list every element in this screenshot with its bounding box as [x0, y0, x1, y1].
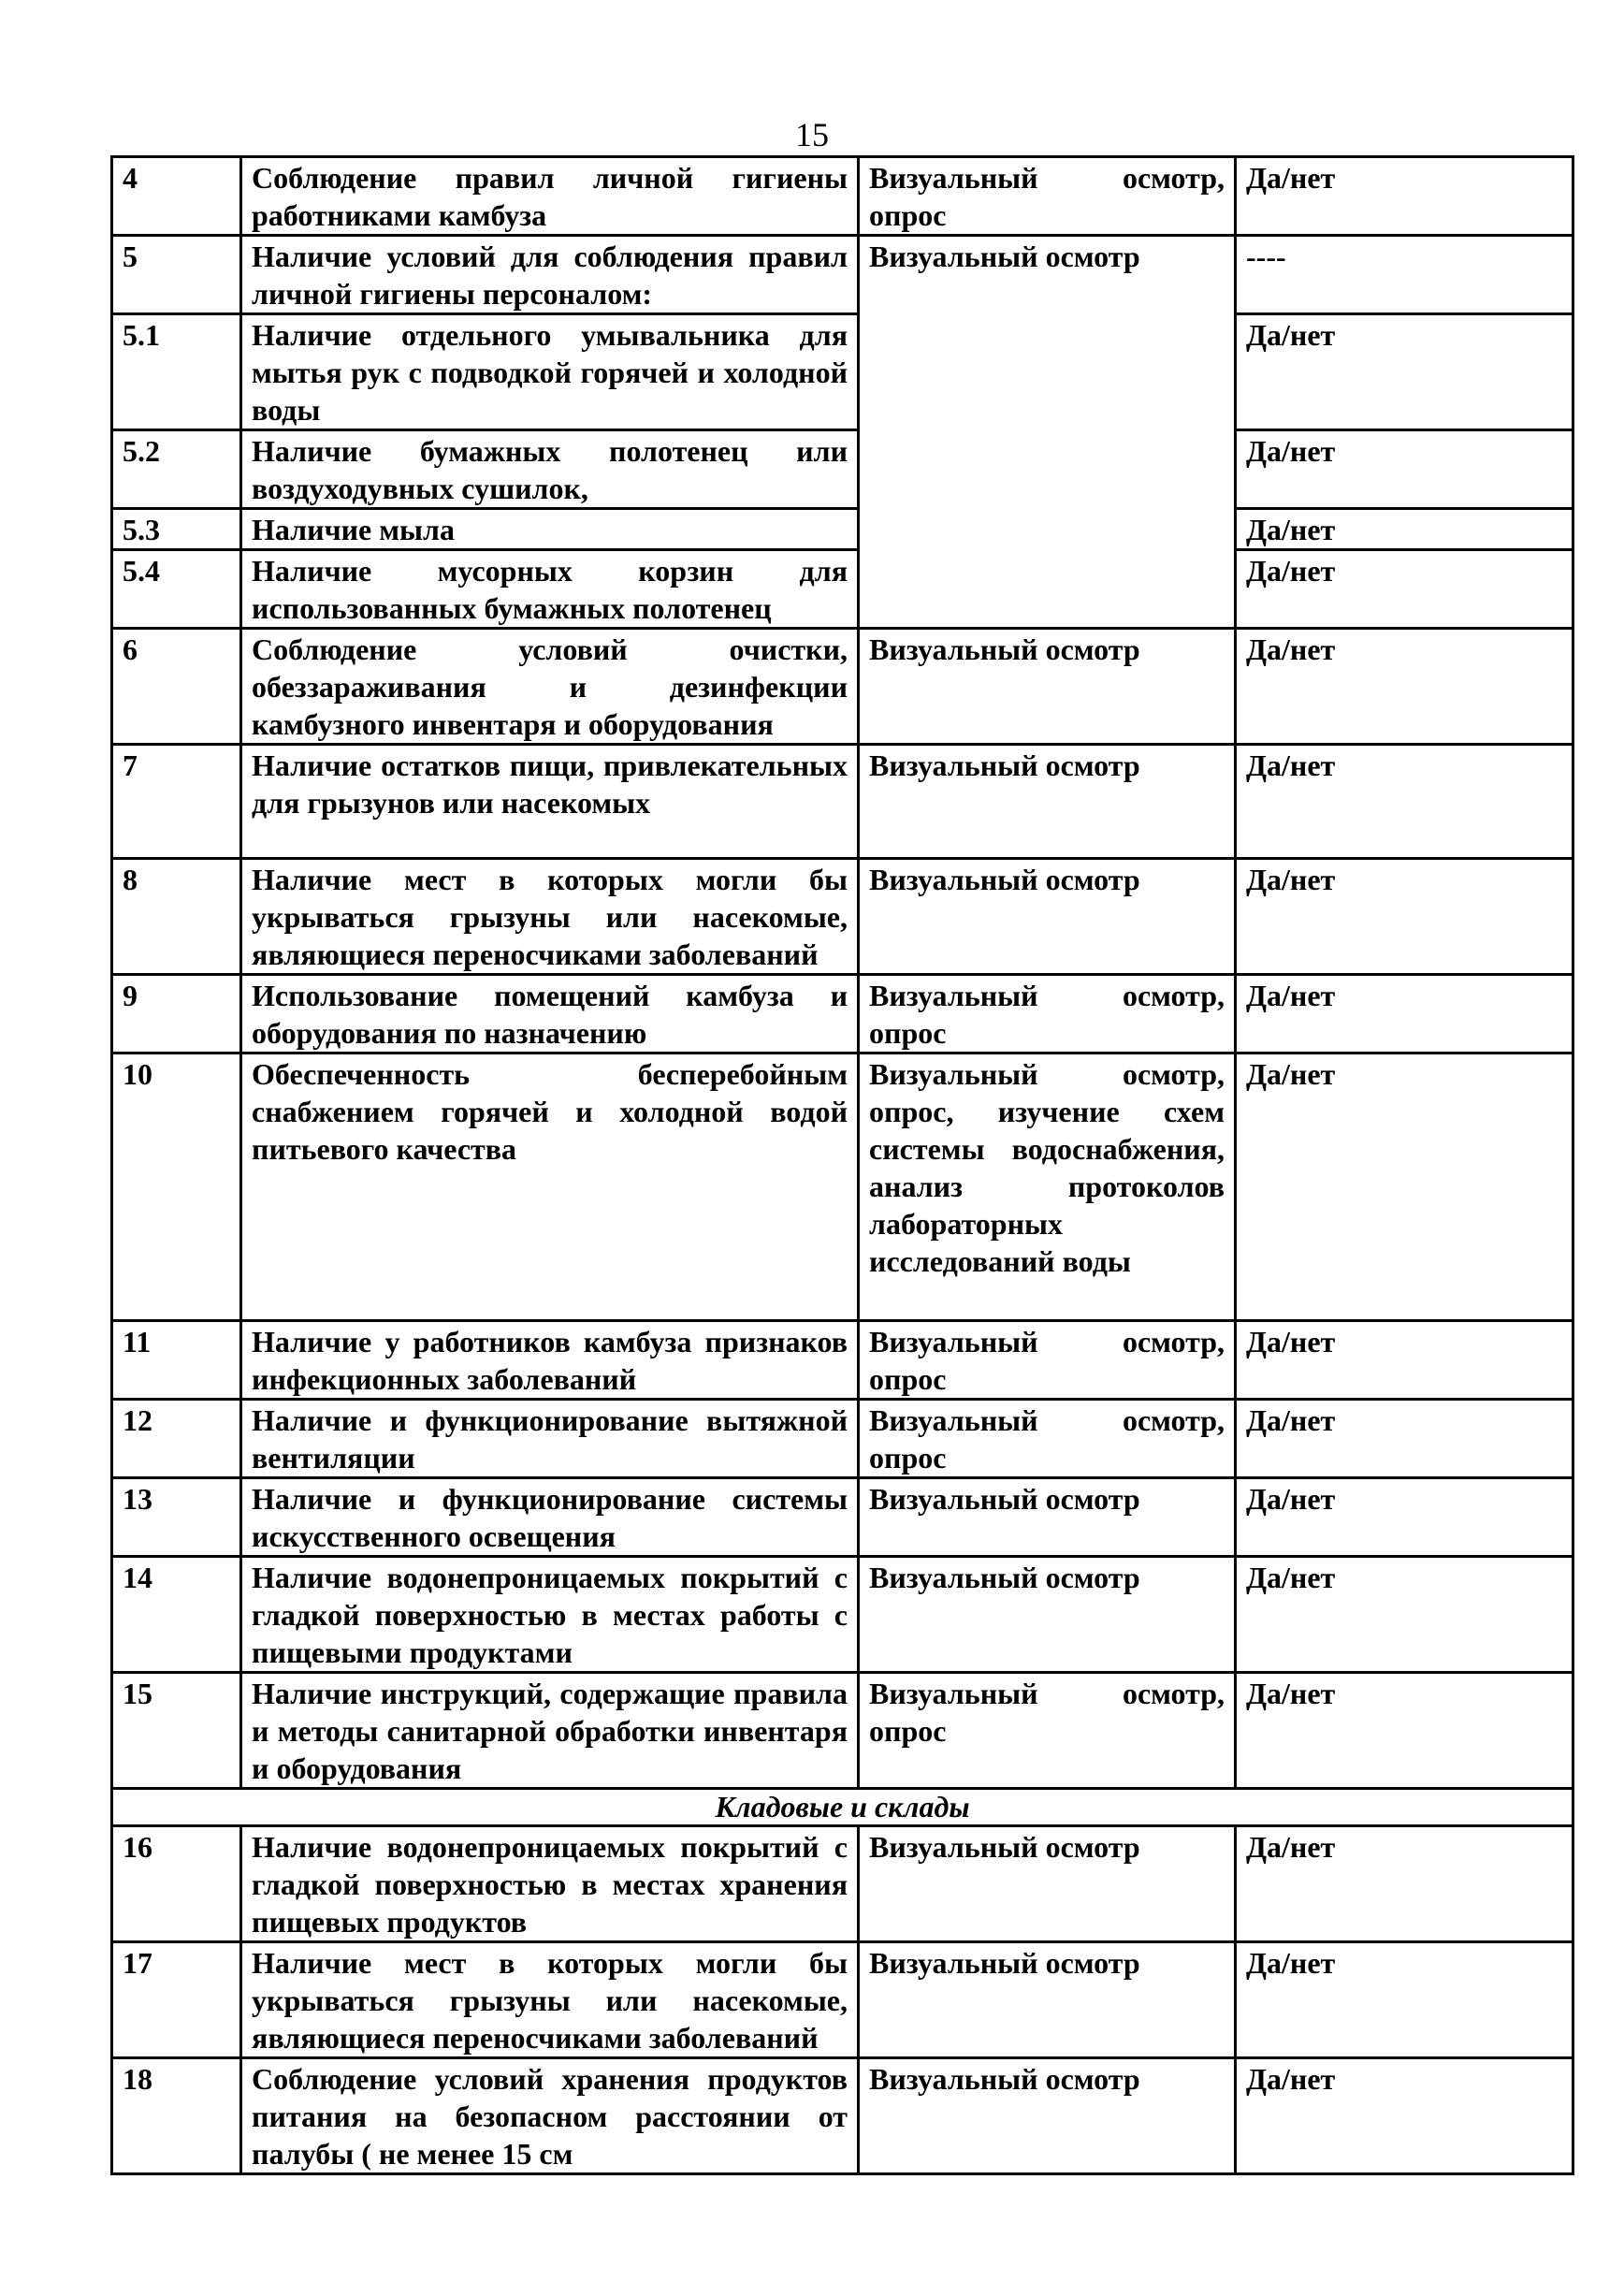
result-text: Да/нет — [1236, 629, 1573, 745]
result-text: Да/нет — [1236, 1942, 1573, 2058]
requirement-text: Использование помещений камбуза и оборудования по назначению — [241, 975, 859, 1053]
row-number: 5.4 — [112, 550, 241, 629]
method-text: Визуальный осмотр, опрос — [859, 1321, 1236, 1400]
inspection-checklist-table — [110, 155, 1574, 2175]
table-row — [112, 509, 1573, 550]
requirement-text: Наличие инструкций, содержащие правила и методы санитарной обработки инвентаря и оборудования — [241, 1673, 859, 1789]
result-text: Да/нет — [1236, 1557, 1573, 1673]
section-title: Кладовые и склады — [112, 1789, 1573, 1826]
method-text: Визуальный осмотр, опрос — [859, 1400, 1236, 1478]
method-text: Визуальный осмотр, опрос — [859, 1673, 1236, 1789]
table-row — [112, 550, 1573, 629]
table-row — [112, 1053, 1573, 1321]
method-text: Визуальный осмотр — [859, 1557, 1236, 1673]
method-text: Визуальный осмотр, опрос, изучение схем системы водоснабжения, анализ протоколов лабораторных исследований воды — [859, 1053, 1236, 1321]
requirement-text: Наличие и функционирование вытяжной вентиляции — [241, 1400, 859, 1478]
requirement-text: Наличие мусорных корзин для использованных бумажных полотенец — [241, 550, 859, 629]
requirement-text: Наличие остатков пищи, привлекательных для грызунов или насекомых — [241, 745, 859, 859]
requirement-text: Наличие мест в которых могли бы укрываться грызуны или насекомые, являющиеся переносчиками заболеваний — [241, 859, 859, 975]
result-text: Да/нет — [1236, 859, 1573, 975]
table-row — [112, 745, 1573, 859]
method-text: Визуальный осмотр, опрос — [859, 157, 1236, 236]
requirement-text: Наличие и функционирование системы искусственного освещения — [241, 1478, 859, 1557]
row-number: 7 — [112, 745, 241, 859]
row-number: 5.2 — [112, 430, 241, 509]
result-text: Да/нет — [1236, 550, 1573, 629]
method-text: Визуальный осмотр — [859, 236, 1236, 629]
result-text: Да/нет — [1236, 1478, 1573, 1557]
table-row — [112, 314, 1573, 430]
requirement-text: Наличие водонепроницаемых покрытий с гладкой поверхностью в местах работы с пищевыми продуктами — [241, 1557, 859, 1673]
table-row — [112, 1942, 1573, 2058]
row-number: 14 — [112, 1557, 241, 1673]
result-text: Да/нет — [1236, 430, 1573, 509]
row-number: 18 — [112, 2058, 241, 2174]
result-text: Да/нет — [1236, 1321, 1573, 1400]
method-text: Визуальный осмотр — [859, 745, 1236, 859]
row-number: 13 — [112, 1478, 241, 1557]
row-number: 5.3 — [112, 509, 241, 550]
section-row — [112, 1789, 1573, 1826]
requirement-text: Наличие у работников камбуза признаков инфекционных заболеваний — [241, 1321, 859, 1400]
requirement-text: Соблюдение правил личной гигиены работниками камбуза — [241, 157, 859, 236]
row-number: 8 — [112, 859, 241, 975]
table-row — [112, 1400, 1573, 1478]
result-text: Да/нет — [1236, 2058, 1573, 2174]
requirement-text: Наличие мыла — [241, 509, 859, 550]
method-text: Визуальный осмотр — [859, 1942, 1236, 2058]
row-number: 12 — [112, 1400, 241, 1478]
result-text: Да/нет — [1236, 314, 1573, 430]
row-number: 15 — [112, 1673, 241, 1789]
row-number: 17 — [112, 1942, 241, 2058]
requirement-text: Обеспеченность бесперебойным снабжением горячей и холодной водой питьевого качества — [241, 1053, 859, 1321]
table-row — [112, 1826, 1573, 1942]
method-text: Визуальный осмотр — [859, 629, 1236, 745]
row-number: 6 — [112, 629, 241, 745]
result-text: Да/нет — [1236, 975, 1573, 1053]
table-row — [112, 1557, 1573, 1673]
result-text: Да/нет — [1236, 745, 1573, 859]
table-row — [112, 430, 1573, 509]
table-row — [112, 2058, 1573, 2174]
method-text: Визуальный осмотр — [859, 1478, 1236, 1557]
method-text: Визуальный осмотр — [859, 859, 1236, 975]
table-row — [112, 236, 1573, 314]
requirement-text: Наличие условий для соблюдения правил личной гигиены персоналом: — [241, 236, 859, 314]
row-number: 9 — [112, 975, 241, 1053]
result-text: Да/нет — [1236, 1826, 1573, 1942]
result-text: ---- — [1236, 236, 1573, 314]
row-number: 4 — [112, 157, 241, 236]
result-text: Да/нет — [1236, 1400, 1573, 1478]
row-number: 11 — [112, 1321, 241, 1400]
table-row — [112, 1673, 1573, 1789]
row-number: 5.1 — [112, 314, 241, 430]
requirement-text: Наличие водонепроницаемых покрытий с гладкой поверхностью в местах хранения пищевых продуктов — [241, 1826, 859, 1942]
row-number: 16 — [112, 1826, 241, 1942]
table-row — [112, 1478, 1573, 1557]
method-text: Визуальный осмотр — [859, 2058, 1236, 2174]
requirement-text: Наличие мест в которых могли бы укрываться грызуны или насекомые, являющиеся переносчиками заболеваний — [241, 1942, 859, 2058]
method-text: Визуальный осмотр — [859, 1826, 1236, 1942]
row-number: 5 — [112, 236, 241, 314]
requirement-text: Наличие бумажных полотенец или воздуходувных сушилок, — [241, 430, 859, 509]
row-number: 10 — [112, 1053, 241, 1321]
requirement-text: Соблюдение условий очистки, обеззараживания и дезинфекции камбузного инвентаря и оборудования — [241, 629, 859, 745]
requirement-text: Наличие отдельного умывальника для мытья рук с подводкой горячей и холодной воды — [241, 314, 859, 430]
table-row — [112, 629, 1573, 745]
table-row — [112, 157, 1573, 236]
result-text: Да/нет — [1236, 509, 1573, 550]
page-number: 15 — [795, 116, 829, 153]
method-text: Визуальный осмотр, опрос — [859, 975, 1236, 1053]
result-text: Да/нет — [1236, 1053, 1573, 1321]
table-row — [112, 1321, 1573, 1400]
table-row — [112, 859, 1573, 975]
result-text: Да/нет — [1236, 1673, 1573, 1789]
requirement-text: Соблюдение условий хранения продуктов питания на безопасном расстоянии от палубы ( не менее 15 см — [241, 2058, 859, 2174]
table-row — [112, 975, 1573, 1053]
result-text: Да/нет — [1236, 157, 1573, 236]
